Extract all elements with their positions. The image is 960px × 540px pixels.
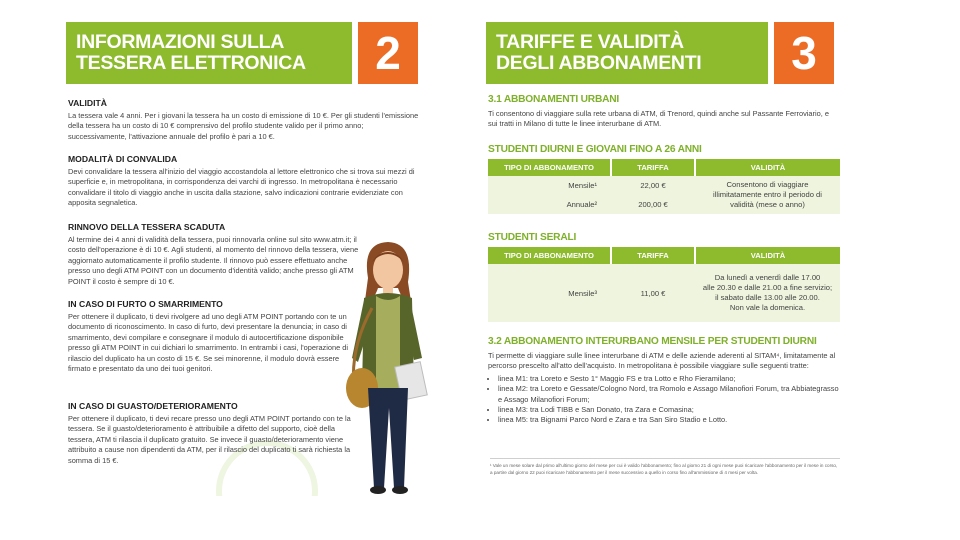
column-header: TARIFFA	[611, 159, 695, 176]
column-header: VALIDITÀ	[695, 247, 840, 264]
right-banner	[486, 22, 834, 84]
section-heading: 3.2 ABBONAMENTO INTERURBANO MENSILE PER STUDENTI DIURNI	[488, 336, 817, 347]
section-abbonamenti-urbani	[488, 94, 840, 130]
section-text: La tessera vale 4 anni. Per i giovani la tessera ha un costo di emissione di 10 €. Per gli studenti l'emissione della tessera ha un costo di 10 € comprensivo del profilo studente valido per il primo anno; successivamente, l'attivazione annuale del profilo è pari a 10 €.	[68, 111, 419, 141]
cell-type: Mensile¹	[488, 176, 611, 195]
left-page	[56, 0, 430, 496]
right-banner-title-line1: TARIFFE E VALIDITÀ	[496, 31, 684, 53]
right-banner-title	[486, 22, 768, 84]
cell-price: 22,00 €	[611, 176, 695, 195]
left-banner	[66, 22, 418, 84]
cell-validity: Consentono di viaggiare illimitatamente entro il periodo di validità (mese o anno)	[695, 176, 840, 214]
left-banner-title-line1: INFORMAZIONI SULLA	[76, 31, 284, 53]
section-heading: VALIDITÀ	[68, 98, 107, 108]
section-text: Devi convalidare la tessera all'inizio del viaggio accostandola al lettore elettronico che si trova sui mezzi di superficie e, in metropolitana, in corrispondenza dei varchi di ingresso. In metropolitana è necessario convalidare il titolo di viaggio anche in uscita dalla stazione, salvo indicazioni contrarie evidenziate con apposita segnaletica.	[68, 167, 415, 208]
section-convalida	[68, 154, 422, 209]
column-header: TARIFFA	[611, 247, 695, 264]
table-header-row	[488, 159, 840, 176]
left-banner-title	[66, 22, 352, 84]
cell-price: 11,00 €	[611, 264, 695, 322]
right-banner-number: 3	[774, 22, 834, 84]
list-item: • linea M2: tra Loreto e Gessate/Cologno Nord, tra Romolo e Assago Milanofiori Forum, tra Abbiategrasso e Assago Milanofiori Forum;	[498, 384, 840, 405]
section-text: Ti consentono di viaggiare sulla rete urbana di ATM, di Trenord, quindi anche sul Passante Ferroviario, e sui tratti in Milano di tutte le linee interurbane di ATM.	[488, 109, 829, 129]
column-header: TIPO DI ABBONAMENTO	[488, 159, 611, 176]
footnote: ¹ Vale un mese solare dal primo all'ultimo giorno del mese per cui è valido l'abbonamento; fino al giorno 21 di ogni mese puoi ricaricare l'abbonamento per il mese in corso, a partire dal giorno 22 puoi ricaricare l'abbonamento per il mese successivo a quello in corso fino all'ammissione di 4 mesi per volta.	[490, 458, 840, 476]
validity-line: Da lunedì a venerdì dalle 17.00	[714, 273, 821, 282]
tariff-table-serali	[488, 247, 840, 322]
list-item: • linea M5: tra Bignami Parco Nord e Zara e tra San Siro Stadio e Lotto.	[498, 415, 840, 425]
right-page	[480, 0, 844, 496]
table-header-row	[488, 247, 840, 264]
left-banner-number: 2	[358, 22, 418, 84]
section-text: Ti permette di viaggiare sulle linee interurbane di ATM e delle aziende aderenti al SITAM⁴, limitatamente al percorso prescelto all'atto dell'acquisto. In metropolitana è possibile viaggiare sulle seguenti tratte:	[488, 351, 836, 371]
validity-line: il sabato dalle 13.00 alle 20.00.	[715, 293, 820, 302]
section-text: Al termine dei 4 anni di validità della tessera, puoi rinnovarla online sul sito www.atm.it; il costo dell'operazione è di 10 €. Agli studenti, al momento del rinnovo della tessera, viene aggiornato automaticamente il profilo studente. Il rinnovo può essere effettuato anche presso uno degli ATM POINT con un documento d'identità valido; anche presso gli ATM POINT il costo è sempre di 10 €.	[68, 235, 359, 286]
section-heading: MODALITÀ DI CONVALIDA	[68, 154, 178, 164]
list-item: • linea M3: tra Lodi TIBB e San Donato, tra Zara e Comasina;	[498, 405, 840, 415]
table-heading: STUDENTI SERALI	[488, 232, 577, 243]
section-text: Per ottenere il duplicato, ti devi rivolgere ad uno degli ATM POINT portando con te un documento di riconoscimento. In caso di furto, devi presentare la denuncia; in caso di smarrimento, devi compilare e consegnare il modulo di autocertificazione disponibile presso gli ATM POINT in cui dichiari lo smarrimento. In entrambi i casi, l'operazione di rilascio del duplicato ha un costo di 15 €. Se sei minorenne, il modulo dovrà essere firmato e presentato da uno dei tuoi genitori.	[68, 312, 349, 374]
metro-lines-list	[488, 374, 840, 426]
left-banner-title-line2: TESSERA ELETTRONICA	[76, 52, 306, 74]
section-text: Per ottenere il duplicato, ti devi recare presso uno degli ATM POINT portando con te la tessera. Se il guasto/deterioramento è attribuibile a difetto del supporto, cioè della tessera, ATM ti rilascia il duplicato gratuito. Se invece il guasto/deterioramento viene attribuito a cause non dipendenti da ATM, per il rilascio del duplicato ti sarà richiesta la somma di 15 €.	[68, 414, 351, 465]
column-header: TIPO DI ABBONAMENTO	[488, 247, 611, 264]
tariff-table-diurni	[488, 159, 840, 214]
section-abbonamento-interurbano	[488, 336, 840, 426]
section-studenti-diurni	[488, 144, 840, 214]
cell-price: 200,00 €	[611, 195, 695, 214]
section-guasto	[68, 401, 352, 466]
list-item: • linea M1: tra Loreto e Sesto 1° Maggio FS e tra Lotto e Rho Fieramilano;	[498, 374, 840, 384]
section-heading: IN CASO DI FURTO O SMARRIMENTO	[68, 299, 223, 309]
section-furto	[68, 299, 352, 374]
cell-type: Annuale²	[488, 195, 611, 214]
right-banner-title-line2: DEGLI ABBONAMENTI	[496, 52, 702, 74]
validity-line: Non vale la domenica.	[729, 303, 806, 312]
section-studenti-serali	[488, 232, 840, 322]
section-heading: 3.1 ABBONAMENTI URBANI	[488, 94, 620, 105]
student-illustration	[342, 238, 430, 496]
section-heading: IN CASO DI GUASTO/DETERIORAMENTO	[68, 401, 238, 411]
cell-type: Mensile³	[488, 264, 611, 322]
cell-validity	[695, 264, 840, 322]
section-heading: RINNOVO DELLA TESSERA SCADUTA	[68, 222, 226, 232]
section-rinnovo	[68, 222, 368, 287]
table-row	[488, 176, 840, 195]
table-row	[488, 264, 840, 322]
table-heading: STUDENTI DIURNI E GIOVANI FINO A 26 ANNI	[488, 144, 702, 155]
section-validita	[68, 98, 422, 142]
validity-line: alle 20.30 e dalle 21.00 a fine servizio;	[702, 283, 833, 292]
column-header: VALIDITÀ	[695, 159, 840, 176]
